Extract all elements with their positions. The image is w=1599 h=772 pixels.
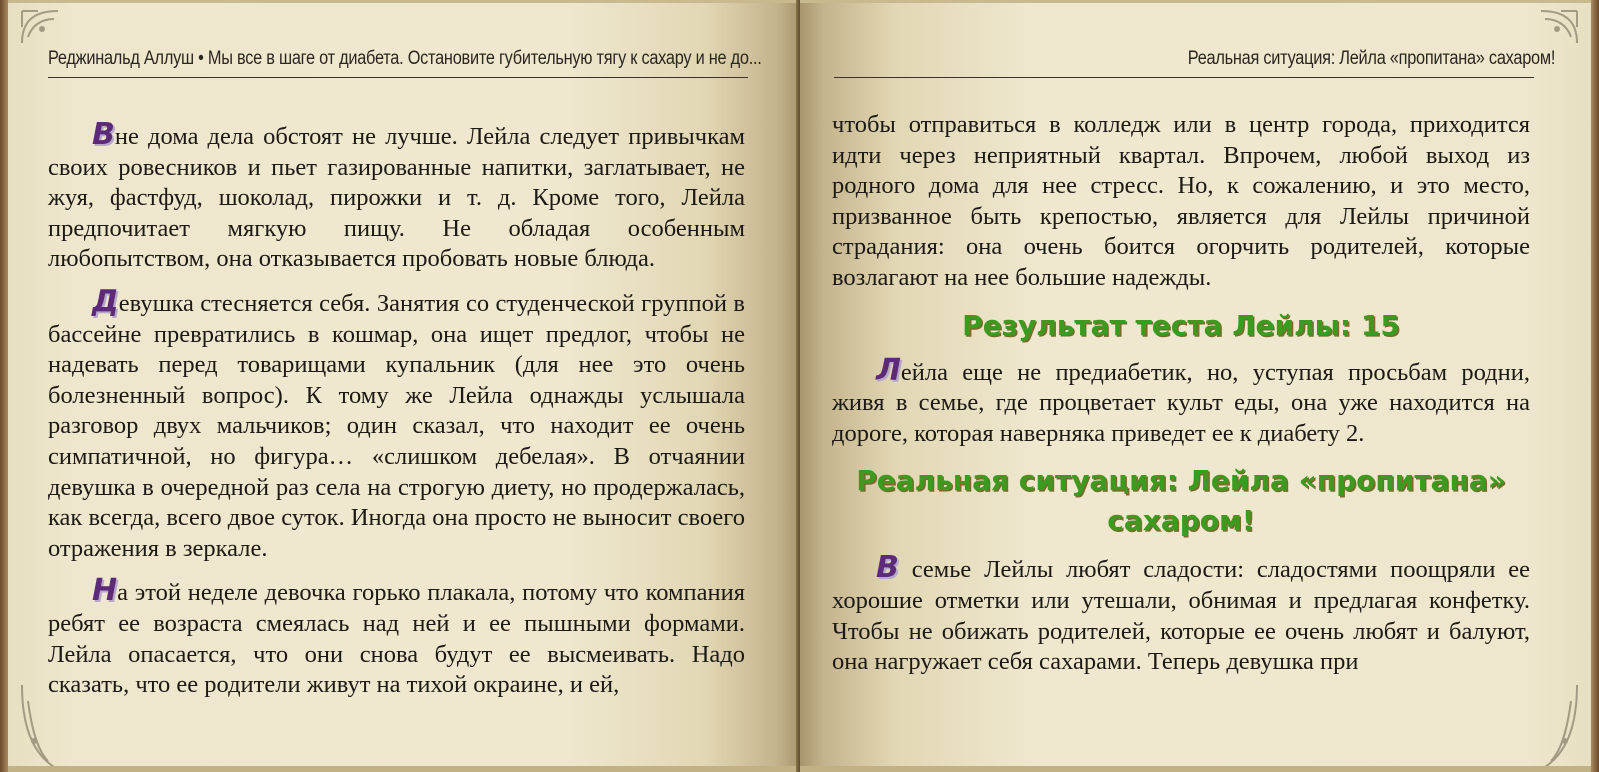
header-rule-right bbox=[834, 77, 1534, 78]
right-page-text bbox=[832, 110, 1530, 690]
section-heading: Результат теста Лейлы: 15 bbox=[962, 308, 1400, 342]
drop-cap: Л bbox=[876, 352, 901, 388]
drop-cap: Н bbox=[92, 573, 118, 609]
running-header-right: Реальная ситуация: Лейла «пропитана» сахаром! bbox=[1187, 48, 1555, 69]
drop-cap: В bbox=[92, 117, 115, 152]
paragraph: В семье Лейлы любят сладости: сладостями поощряли ее хорошие отметки или утешали, обнимая и предлагая конфетку. Чтобы не обижать родителей, которые ее очень любят и балуют, она нагружает себя сахарами. Теперь девушка при bbox=[832, 550, 1530, 676]
header-rule-left bbox=[48, 77, 748, 78]
paragraph: чтобы отправиться в колледж или в центр города, приходится идти через неприятный квартал. Впрочем, любой выход из родного дома для нее стресс. Но, к сожалению, и это место, призванное быть крепостью, является для Лейлы причиной страдания: она очень боится огорчить родителей, которые возлагают на нее большие надежды. bbox=[832, 111, 1530, 291]
left-page-text bbox=[48, 117, 745, 713]
paragraph: Девушка стесняется себя. Занятия со студенческой группой в бассейне превратились в кошмар, она ищет предлог, чтобы не надевать перед товарищами купальник (для нее это очень болезненный вопрос). К тому же Лейла однажды услышала разговор двух мальчиков; один сказал, что находит ее очень симпатичной, но фигура… «слишком дебелая». В отчаянии девушка в очередной раз села на строгую диету, но продержалась, как всегда, всего двое суток. Иногда она просто не выносит своего отражения в зеркале. bbox=[48, 283, 745, 562]
left-page[interactable] bbox=[8, 0, 800, 772]
right-page[interactable] bbox=[800, 0, 1591, 772]
ornament-top-right-icon bbox=[1491, 7, 1581, 47]
ornament-bottom-right-icon bbox=[1541, 681, 1581, 771]
book-edge-left bbox=[0, 0, 8, 772]
paragraph: Лейла еще не предиабетик, но, уступая просьбам родни, живя в семье, где процветает культ еды, она уже находится на дороге, которая наверняка приведет ее к диабету 2. bbox=[832, 352, 1530, 447]
drop-cap: В bbox=[876, 550, 899, 586]
paragraph: Вне дома дела обстоят не лучше. Лейла следует привычкам своих ровесников и пьет газированные напитки, заглатывает, не жуя, фастфуд, шоколад, пирожки и т. д. Кроме того, Лейла предпочитает мягкую пищу. Не обладая особенным любопытством, она отказывается пробовать новые блюда. bbox=[48, 117, 745, 273]
paragraph: На этой неделе девочка горько плакала, потому что компания ребят ее возраста смеялась над ней и ее пышными формами. Лейла опасается, что они снова будут ее высмеивать. Надо сказать, что ее родители живут на тихой окраине, и ей, bbox=[48, 573, 745, 699]
running-header-left: Реджинальд Аллуш • Мы все в шаге от диабета. Остановите губительную тягу к сахару и не до... bbox=[48, 48, 762, 69]
book-edge-right bbox=[1591, 0, 1599, 772]
drop-cap: Д bbox=[92, 283, 119, 319]
ornament-top-left-icon bbox=[18, 7, 108, 47]
section-heading: Реальная ситуация: Лейла «пропитана» сахаром! bbox=[856, 464, 1506, 538]
